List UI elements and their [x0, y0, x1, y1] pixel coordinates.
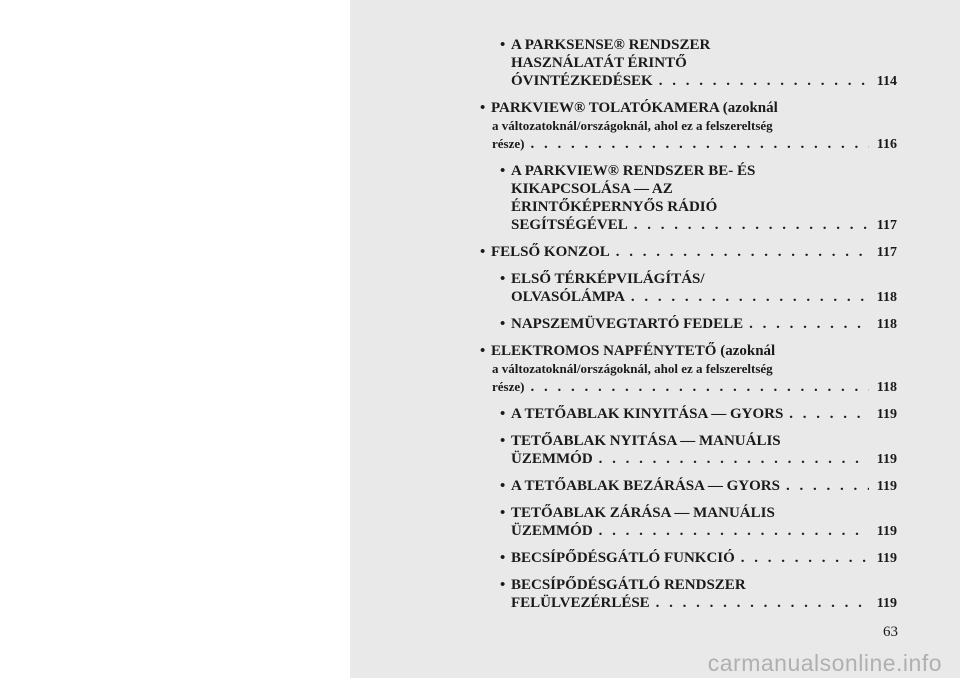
toc-page-number: 118: [876, 290, 897, 305]
dot-leader: [610, 243, 869, 261]
toc-entry-line: [500, 576, 897, 594]
dot-leader: [650, 594, 869, 612]
toc-entry[interactable]: [480, 549, 897, 568]
toc-entry-line: [500, 72, 897, 91]
toc-entry-text: FELSŐ KONZOL: [491, 244, 610, 260]
dot-leader: [593, 522, 869, 540]
toc-entry-line: [500, 216, 897, 235]
toc-entry-text: része): [492, 136, 525, 151]
toc-entry-title: [500, 405, 783, 423]
toc-entry-title: [480, 243, 610, 261]
toc-page-number: 117: [876, 245, 897, 260]
toc-entry-line: [500, 198, 897, 216]
toc-entry[interactable]: [480, 99, 897, 154]
dot-leader: [783, 405, 869, 423]
dot-leader: [524, 135, 869, 153]
toc-entry[interactable]: [480, 36, 897, 91]
toc-entry[interactable]: [480, 342, 897, 397]
toc-entry-text: A PARKVIEW® RENDSZER BE- ÉS: [511, 163, 756, 179]
toc-entry-text: A TETŐABLAK KINYITÁSA — GYORS: [511, 406, 784, 422]
toc-entry[interactable]: [480, 576, 897, 613]
dot-leader: [743, 315, 869, 333]
toc-entry-text: a változatoknál/országoknál, ahol ez a felszereltség: [492, 361, 773, 376]
left-blank-margin: [0, 0, 350, 678]
toc-entry[interactable]: [480, 162, 897, 235]
toc-entry-line: [500, 288, 897, 307]
toc-page-number: 118: [876, 317, 897, 332]
toc-entry-text: ÓVINTÉZKEDÉSEK: [511, 73, 653, 89]
toc-entry-line: [500, 270, 897, 288]
bullet-icon: •: [500, 406, 506, 422]
bullet-icon: •: [500, 478, 506, 494]
toc-entry-line: [500, 432, 897, 450]
toc-entry-line: [500, 450, 897, 469]
toc-entry-line: [480, 243, 897, 262]
bullet-icon: •: [480, 343, 486, 359]
toc-entry-text: ELEKTROMOS NAPFÉNYTETŐ (azoknál: [491, 343, 776, 359]
toc-entry-line: [500, 54, 897, 72]
toc-entry-text: a változatoknál/országoknál, ahol ez a felszereltség: [492, 118, 773, 133]
toc-page-number: 114: [876, 74, 897, 89]
toc-page-number: 118: [876, 380, 897, 395]
toc-page-number: 117: [876, 218, 897, 233]
toc-entry-text: FELÜLVEZÉRLÉSE: [511, 595, 650, 611]
toc-entry-title: [500, 549, 735, 567]
table-of-contents: [480, 36, 897, 621]
watermark[interactable]: carmanualsonline.info: [707, 650, 942, 676]
toc-entry-text: ELSŐ TÉRKÉPVILÁGÍTÁS/: [511, 271, 705, 287]
toc-entry-text: ÜZEMMÓD: [511, 523, 593, 539]
toc-entry-line: [500, 315, 897, 334]
toc-entry-text: része): [492, 379, 525, 394]
toc-entry[interactable]: [480, 432, 897, 469]
bullet-icon: •: [500, 577, 506, 593]
toc-entry-line: [500, 522, 897, 541]
dot-leader: [524, 378, 869, 396]
bullet-icon: •: [500, 505, 506, 521]
toc-entry-line: [500, 180, 897, 198]
dot-leader: [735, 549, 869, 567]
toc-entry-line: [480, 342, 897, 360]
bullet-icon: •: [500, 550, 506, 566]
toc-entry-line: [480, 378, 897, 397]
dot-leader: [653, 72, 869, 90]
toc-entry[interactable]: [480, 405, 897, 424]
toc-entry-text: TETŐABLAK ZÁRÁSA — MANUÁLIS: [511, 505, 775, 521]
toc-entry-line: [500, 549, 897, 568]
toc-page-number: 119: [876, 452, 897, 467]
page-number: 63: [883, 624, 898, 640]
toc-entry-text: BECSÍPŐDÉSGÁTLÓ FUNKCIÓ: [511, 550, 735, 566]
dot-leader: [780, 477, 869, 495]
toc-page-number: 116: [876, 137, 897, 152]
toc-entry-line: [500, 162, 897, 180]
bullet-icon: •: [480, 100, 486, 116]
toc-entry-line: [480, 99, 897, 117]
toc-entry-line: [500, 594, 897, 613]
toc-entry-text: A PARKSENSE® RENDSZER: [511, 37, 711, 53]
toc-entry-text: ÜZEMMÓD: [511, 451, 593, 467]
toc-entry-text: TETŐABLAK NYITÁSA — MANUÁLIS: [511, 433, 781, 449]
toc-entry-text: KIKAPCSOLÁSA — AZ: [511, 181, 673, 197]
bullet-icon: •: [500, 37, 506, 53]
toc-entry-text: NAPSZEMÜVEGTARTÓ FEDELE: [511, 316, 744, 332]
toc-entry[interactable]: [480, 243, 897, 262]
toc-entry-line: [480, 360, 897, 378]
toc-entry-text: BECSÍPŐDÉSGÁTLÓ RENDSZER: [511, 577, 746, 593]
toc-entry-line: [500, 477, 897, 496]
toc-entry-text: OLVASÓLÁMPA: [511, 289, 625, 305]
toc-entry-title: [500, 477, 780, 495]
bullet-icon: •: [500, 163, 506, 179]
toc-page-number: 119: [876, 524, 897, 539]
toc-page-number: 119: [876, 479, 897, 494]
toc-entry-text: ÉRINTŐKÉPERNYŐS RÁDIÓ: [511, 199, 718, 215]
toc-entry-line: [500, 504, 897, 522]
dot-leader: [625, 288, 869, 306]
toc-entry-line: [480, 135, 897, 154]
toc-entry-text: HASZNÁLATÁT ÉRINTŐ: [511, 55, 687, 71]
bullet-icon: •: [480, 244, 486, 260]
toc-entry[interactable]: [480, 270, 897, 307]
toc-entry-title: [500, 315, 743, 333]
toc-entry-text: PARKVIEW® TOLATÓKAMERA (azoknál: [491, 100, 778, 116]
bullet-icon: •: [500, 271, 506, 287]
dot-leader: [628, 216, 869, 234]
toc-entry[interactable]: [480, 477, 897, 496]
dot-leader: [593, 450, 869, 468]
toc-page-number: 119: [876, 596, 897, 611]
toc-entry-line: [480, 117, 897, 135]
bullet-icon: •: [500, 316, 506, 332]
manual-page: [350, 0, 960, 678]
toc-entry-line: [500, 36, 897, 54]
toc-entry[interactable]: [480, 504, 897, 541]
toc-entry-text: SEGÍTSÉGÉVEL: [511, 217, 628, 233]
toc-entry-text: A TETŐABLAK BEZÁRÁSA — GYORS: [511, 478, 780, 494]
toc-page-number: 119: [876, 407, 897, 422]
toc-page-number: 119: [876, 551, 897, 566]
toc-entry[interactable]: [480, 315, 897, 334]
toc-entry-line: [500, 405, 897, 424]
bullet-icon: •: [500, 433, 506, 449]
